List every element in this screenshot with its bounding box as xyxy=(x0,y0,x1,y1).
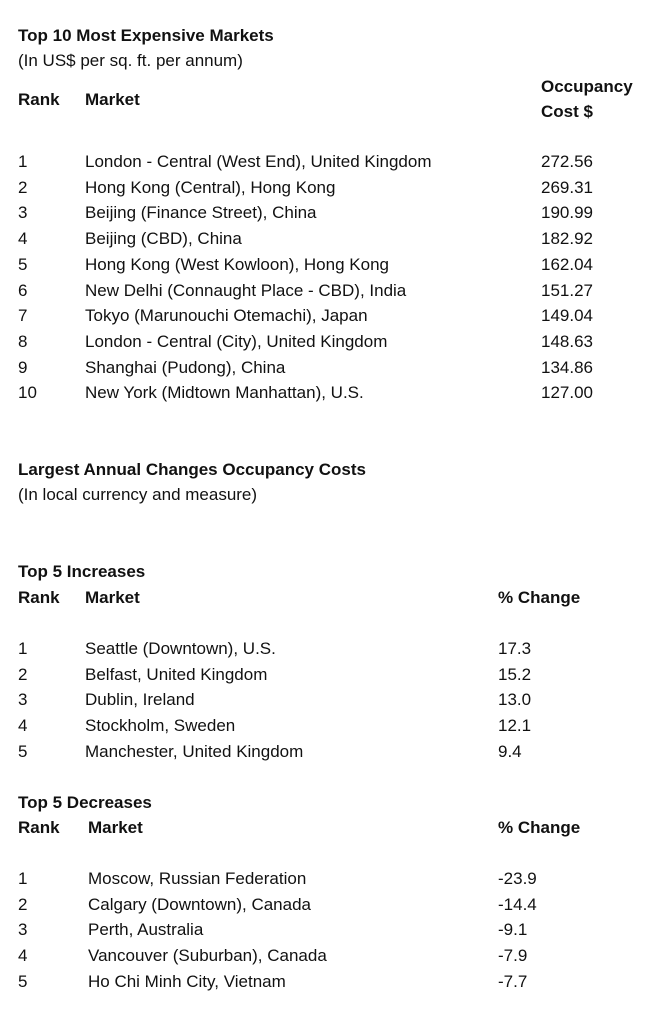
decreases-title: Top 5 Decreases xyxy=(18,793,152,812)
market-cell: Belfast, United Kingdom xyxy=(85,664,268,684)
value-cell: 127.00 xyxy=(541,383,593,403)
rank-cell: 6 xyxy=(18,280,28,300)
value-cell: 12.1 xyxy=(498,716,532,736)
value-cell: 17.3 xyxy=(498,639,532,658)
market-cell: Moscow, Russian Federation xyxy=(88,869,307,888)
increases-header-market: Market xyxy=(85,588,140,607)
value-cell: 151.27 xyxy=(541,280,593,300)
market-cell: Dublin, Ireland xyxy=(85,690,195,710)
value-cell: 9.4 xyxy=(498,741,522,761)
rank-cell: 9 xyxy=(18,357,28,377)
market-cell: Vancouver (Suburban), Canada xyxy=(88,946,327,966)
rank-cell: 2 xyxy=(18,894,28,914)
value-cell: -23.9 xyxy=(498,869,537,888)
rank-cell: 4 xyxy=(18,229,28,249)
rank-cell: 3 xyxy=(18,920,28,940)
expensive-title: Top 10 Most Expensive Markets xyxy=(18,26,274,45)
increases-header-rank: Rank xyxy=(18,588,60,607)
rank-cell: 5 xyxy=(18,254,28,274)
expensive-header-value-line2: Cost $ xyxy=(541,102,593,121)
rank-cell: 8 xyxy=(18,331,28,351)
expensive-header-rank: Rank xyxy=(18,90,60,109)
value-cell: 190.99 xyxy=(541,203,593,223)
market-cell: Shanghai (Pudong), China xyxy=(85,357,286,377)
rank-cell: 2 xyxy=(18,664,28,684)
expensive-header-value-line1: Occupancy xyxy=(541,77,633,96)
market-cell: Manchester, United Kingdom xyxy=(85,741,304,761)
expensive-header-market: Market xyxy=(85,90,140,109)
market-cell: Hong Kong (West Kowloon), Hong Kong xyxy=(85,254,389,274)
rank-cell: 1 xyxy=(18,639,28,658)
changes-title: Largest Annual Changes Occupancy Costs xyxy=(18,460,366,479)
value-cell: -14.4 xyxy=(498,894,537,914)
rank-cell: 3 xyxy=(18,203,28,223)
rank-cell: 5 xyxy=(18,971,28,991)
rank-cell: 3 xyxy=(18,690,28,710)
value-cell: 148.63 xyxy=(541,331,593,351)
value-cell: -7.9 xyxy=(498,946,528,966)
value-cell: 134.86 xyxy=(541,357,593,377)
rank-cell: 7 xyxy=(18,306,28,326)
value-cell: 13.0 xyxy=(498,690,532,710)
market-cell: New York (Midtown Manhattan), U.S. xyxy=(85,383,364,403)
expensive-subtitle: (In US$ per sq. ft. per annum) xyxy=(18,51,243,70)
market-cell: Perth, Australia xyxy=(88,920,204,940)
rank-cell: 2 xyxy=(18,177,28,197)
rank-cell: 1 xyxy=(18,869,28,888)
rank-cell: 1 xyxy=(18,152,28,171)
market-cell: Hong Kong (Central), Hong Kong xyxy=(85,177,336,197)
changes-subtitle: (In local currency and measure) xyxy=(18,485,258,504)
value-cell: -7.7 xyxy=(498,971,528,991)
market-cell: Stockholm, Sweden xyxy=(85,716,236,736)
decreases-header-market: Market xyxy=(88,818,143,837)
value-cell: -9.1 xyxy=(498,920,528,940)
market-cell: New Delhi (Connaught Place - CBD), India xyxy=(85,280,407,300)
rank-cell: 5 xyxy=(18,741,28,761)
market-cell: Tokyo (Marunouchi Otemachi), Japan xyxy=(85,306,368,326)
rank-cell: 4 xyxy=(18,946,28,966)
value-cell: 182.92 xyxy=(541,229,593,249)
rank-cell: 4 xyxy=(18,716,28,736)
increases-title: Top 5 Increases xyxy=(18,562,146,581)
value-cell: 272.56 xyxy=(541,152,593,171)
market-cell: London - Central (City), United Kingdom xyxy=(85,331,388,351)
rank-cell: 10 xyxy=(18,383,37,403)
value-cell: 15.2 xyxy=(498,664,532,684)
market-cell: Beijing (CBD), China xyxy=(85,229,242,249)
market-cell: Ho Chi Minh City, Vietnam xyxy=(88,971,286,991)
decreases-header-rank: Rank xyxy=(18,818,60,837)
value-cell: 149.04 xyxy=(541,306,593,326)
market-cell: Calgary (Downtown), Canada xyxy=(88,894,311,914)
value-cell: 162.04 xyxy=(541,254,593,274)
market-cell: Seattle (Downtown), U.S. xyxy=(85,639,276,658)
value-cell: 269.31 xyxy=(541,177,593,197)
increases-header-value: % Change xyxy=(498,588,581,607)
market-cell: London - Central (West End), United Kingdom xyxy=(85,152,432,171)
market-cell: Beijing (Finance Street), China xyxy=(85,203,317,223)
decreases-header-value: % Change xyxy=(498,818,581,837)
